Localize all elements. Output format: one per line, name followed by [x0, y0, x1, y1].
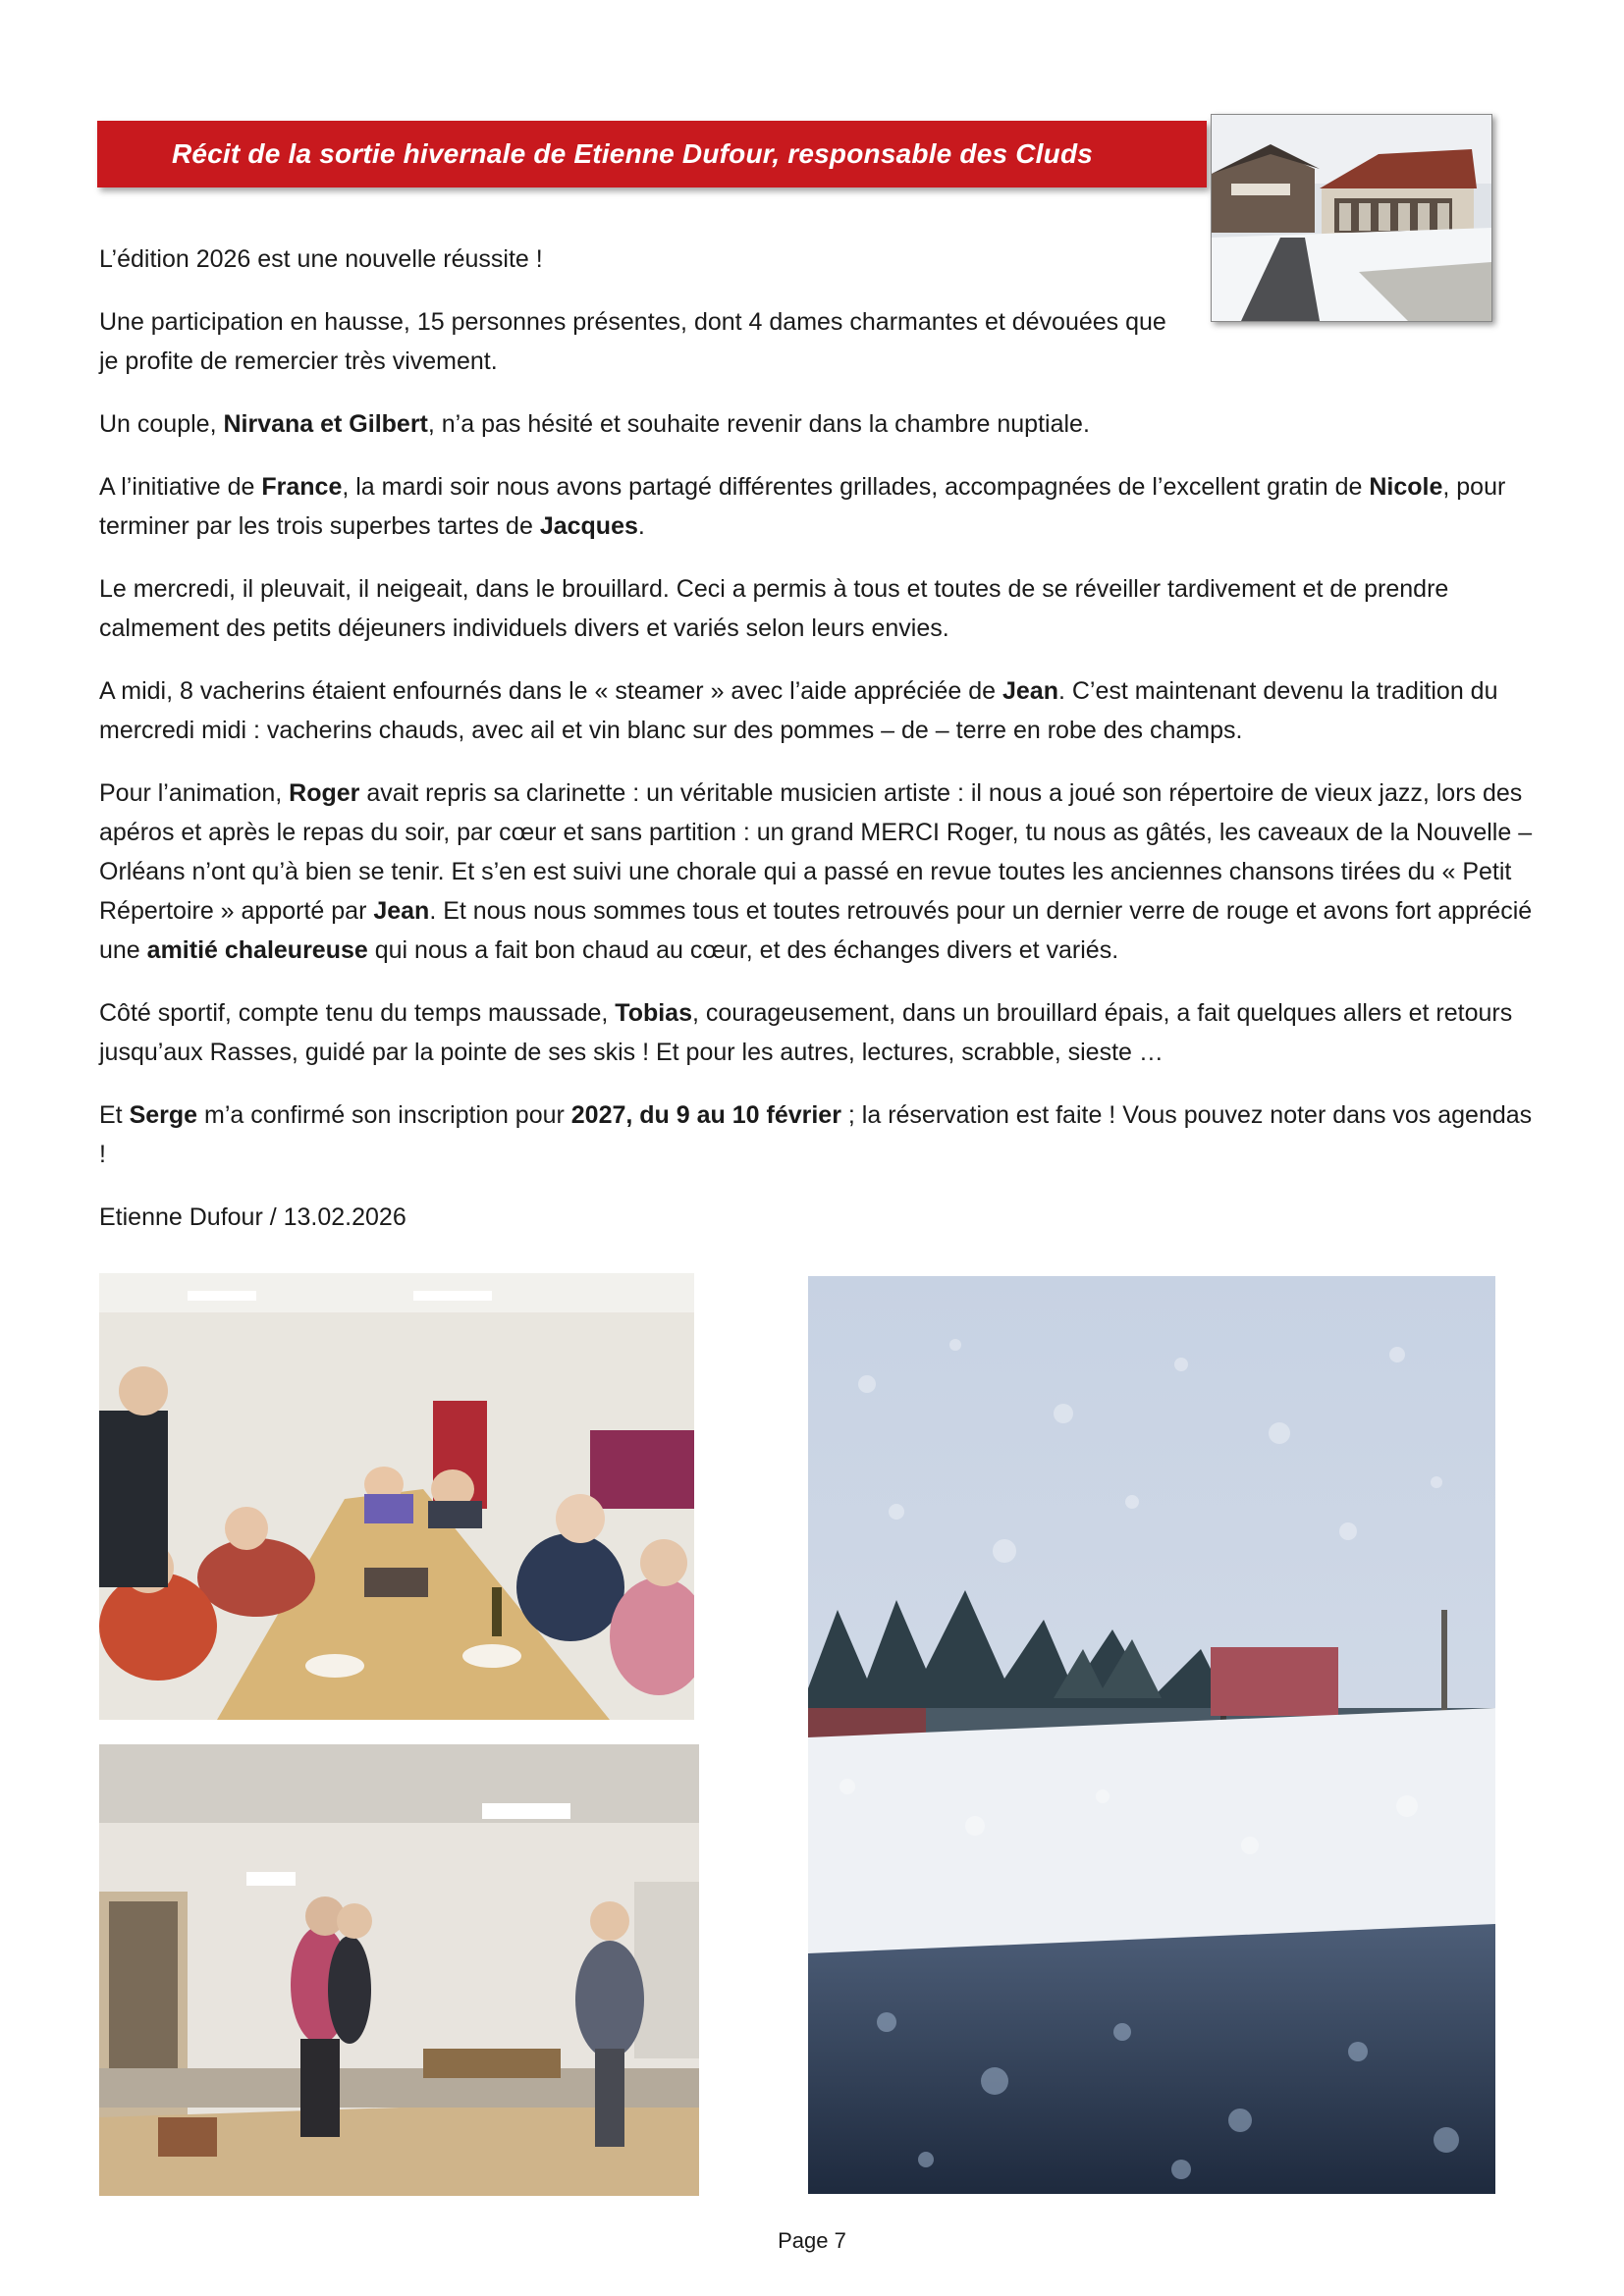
paragraph: L’édition 2026 est une nouvelle réussite !	[99, 245, 543, 273]
paragraph: Et Serge m’a confirmé son inscription pour 2027, du 9 au 10 février ; la réservation est faite ! Vous pouvez noter dans vos agendas !	[99, 1101, 1533, 1168]
dinner-photo	[99, 1273, 694, 1720]
signature: Etienne Dufour / 13.02.2026	[99, 1203, 406, 1231]
page-number: Page 7	[778, 2228, 846, 2253]
paragraph: Pour l’animation, Roger avait repris sa clarinette : un véritable musicien artiste : il nous a joué son répertoire de vieux jazz, lors des apéros et après le repas du soir, par cœur et sans partition : un grand MERCI Roger, tu nous as gâtés, les caveaux de la Nouvelle – Orléans n’ont qu’à bien se tenir. Et s’en est suivi une chorale qui a passé en revue toutes les anciennes chansons tirées du « Petit Répertoire » apporté par Jean. Et nous nous sommes tous et toutes retrouvés pour un dernier verre de rouge et avons fort apprécié une amitié chaleureuse qui nous a fait bon chaud au cœur, et des échanges divers et variés.	[99, 779, 1533, 964]
paragraph: A l’initiative de France, la mardi soir nous avons partagé différentes grillades, accompagnées de l’excellent gratin de Nicole, pour terminer par les trois superbes tartes de Jacques.	[99, 473, 1506, 540]
article-body	[99, 240, 1543, 1260]
paragraph: Côté sportif, compte tenu du temps maussade, Tobias, courageusement, dans un brouillard épais, a fait quelques allers et retours jusqu’aux Rasses, guidé par la pointe de ses skis ! Et pour les autres, lectures, scrabble, sieste …	[99, 999, 1513, 1066]
paragraph: Une participation en hausse, 15 personnes présentes, dont 4 dames charmantes et dévouées que je profite de remercier très vivement.	[99, 308, 1166, 375]
snowy-window-photo	[808, 1276, 1495, 2194]
page-title: Récit de la sortie hivernale de Etienne Dufour, responsable des Cluds	[171, 138, 1094, 169]
paragraph: Un couple, Nirvana et Gilbert, n’a pas hésité et souhaite revenir dans la chambre nuptiale.	[99, 410, 1090, 438]
paragraph: Le mercredi, il pleuvait, il neigeait, dans le brouillard. Ceci a permis à tous et toutes de se réveiller tardivement et de prendre calmement des petits déjeuners individuels divers et variés selon leurs envies.	[99, 575, 1449, 642]
dancing-photo	[99, 1744, 699, 2196]
paragraph: A midi, 8 vacherins étaient enfournés dans le « steamer » avec l’aide appréciée de Jean. C’est maintenant devenu la tradition du mercredi midi : vacherins chauds, avec ail et vin blanc sur des pommes – de – terre en robe des champs.	[99, 677, 1498, 744]
title-banner	[97, 121, 1207, 187]
